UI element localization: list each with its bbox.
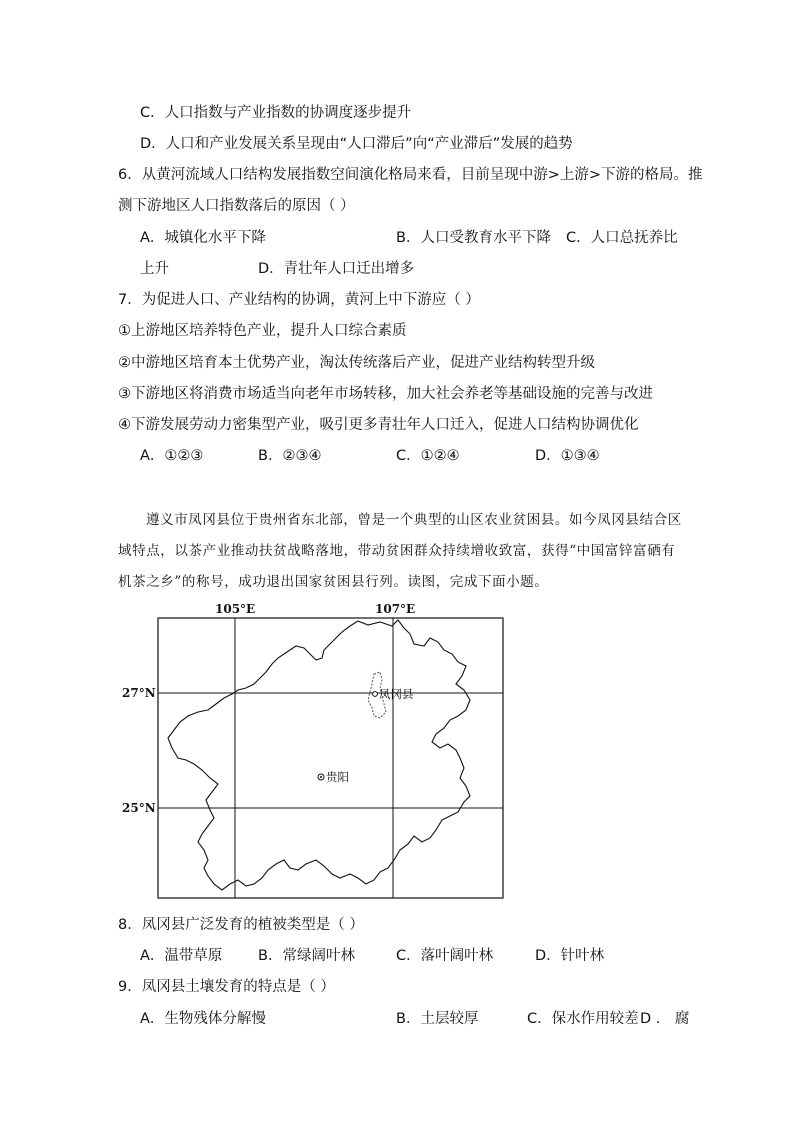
q8-option-b: B．常绿阔叶林 bbox=[258, 948, 355, 964]
q7-option-b: B．②③④ bbox=[258, 448, 322, 464]
q7-statement-3: ③下游地区将消费市场适当向老年市场转移，加大社会养老等基础设施的完善与改进 bbox=[118, 386, 653, 402]
q6-option-d: D．青壮年人口迁出增多 bbox=[258, 261, 415, 277]
q7-option-a: A．①②③ bbox=[140, 448, 204, 464]
passage-line3: 机茶之乡”的称号，成功退出国家贫困县行列。读图，完成下面小题。 bbox=[118, 574, 549, 590]
q8-option-d: D．针叶林 bbox=[535, 948, 605, 964]
guizhou-map bbox=[118, 598, 518, 903]
guiyang-marker-dot bbox=[320, 776, 322, 778]
q7-option-c: C．①②④ bbox=[396, 448, 460, 464]
q8-option-c: C．落叶阔叶林 bbox=[396, 948, 494, 964]
q6-stem-line2: 测下游地区人口指数落后的原因（ ） bbox=[118, 198, 355, 214]
q7-statement-1: ①上游地区培养特色产业，提升人口综合素质 bbox=[118, 323, 407, 339]
q8-stem: 8．凤冈县广泛发育的植被类型是（ ） bbox=[118, 917, 364, 933]
province-outline bbox=[168, 620, 470, 890]
passage-line2: 域特点，以茶产业推动扶贫战略落地，带动贫困群众持续增收致富，获得“中国富锌富硒有 bbox=[118, 543, 676, 559]
q9-option-d: D ． 腐 bbox=[640, 1011, 690, 1027]
q7-statement-2: ②中游地区培育本土优势产业，淘汰传统落后产业，促进产业结构转型升级 bbox=[118, 355, 595, 371]
label-guiyang: 贵阳 bbox=[326, 770, 349, 784]
label-25N: 25°N bbox=[122, 801, 156, 815]
q6-option-a: A．城镇化水平下降 bbox=[140, 230, 266, 246]
q6-option-c-cont: 上升 bbox=[140, 261, 169, 277]
passage-line1: 遵义市凤冈县位于贵州省东北部，曾是一个典型的山区农业贫困县。如今凤冈县结合区 bbox=[146, 512, 682, 528]
label-107E: 107°E bbox=[375, 602, 416, 616]
q7-option-d: D．①③④ bbox=[535, 448, 600, 464]
q7-statement-4: ④下游发展劳动力密集型产业，吸引更多青壮年人口迁入，促进人口结构协调优化 bbox=[118, 417, 639, 433]
q6-stem-line1: 6．从黄河流域人口结构发展指数空间演化格局来看，目前呈现中游>上游>下游的格局。推 bbox=[118, 167, 703, 183]
q9-stem: 9．凤冈县土壤发育的特点是（ ） bbox=[118, 979, 335, 995]
q8-option-a: A．温带草原 bbox=[140, 948, 223, 964]
q7-stem: 7．为促进人口、产业结构的协调，黄河上中下游应（ ） bbox=[118, 292, 480, 308]
q9-option-b: B．土层较厚 bbox=[396, 1011, 479, 1027]
label-105E: 105°E bbox=[215, 602, 256, 616]
q5-option-c: C．人口指数与产业指数的协调度逐步提升 bbox=[140, 105, 412, 121]
map-svg bbox=[118, 598, 518, 903]
map-frame bbox=[158, 618, 503, 898]
q9-option-c: C．保水作用较差 bbox=[527, 1011, 639, 1027]
q9-option-a: A．生物残体分解慢 bbox=[140, 1011, 266, 1027]
fenggang-marker bbox=[373, 692, 378, 697]
q6-option-b: B．人口受教育水平下降 bbox=[396, 230, 551, 246]
q5-option-d: D．人口和产业发展关系呈现由“人口滞后”向“产业滞后”发展的趋势 bbox=[140, 136, 573, 152]
label-fenggang: 凤冈县 bbox=[379, 687, 414, 701]
label-27N: 27°N bbox=[122, 686, 156, 700]
q6-option-c: C．人口总抚养比 bbox=[566, 230, 678, 246]
